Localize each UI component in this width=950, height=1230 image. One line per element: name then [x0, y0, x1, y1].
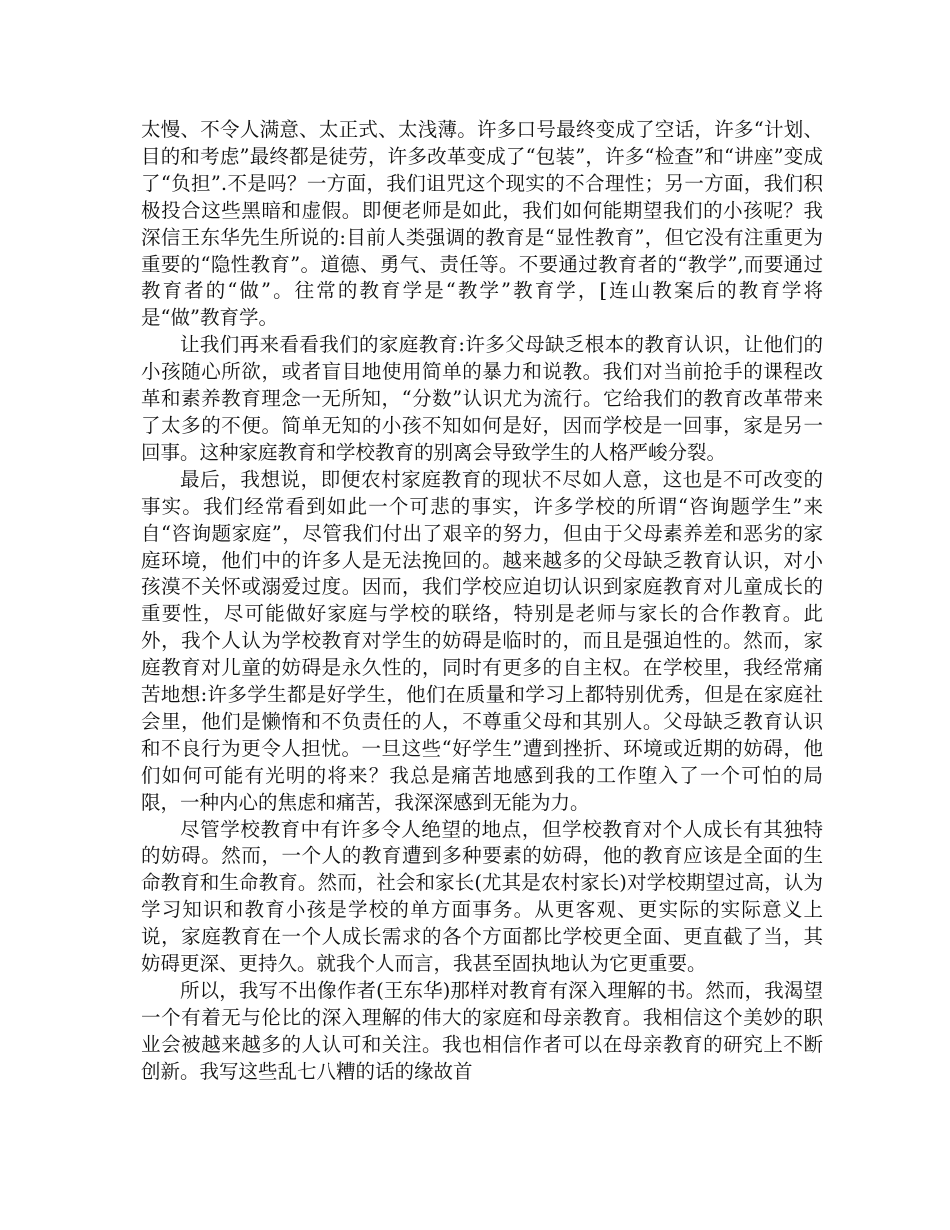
- paragraph-1: 太慢、不令人满意、太正式、太浅薄。许多口号最终变成了空话，许多“计划、目的和考虑”最终都是徒劳，许多改革变成了“包装”，许多“检查”和“讲座”变成了“负担”.不是吗？一方面，我们诅咒这个现实的不合理性；另一方面，我们积极投合这些黑暗和虚假。即便老师是如此，我们如何能期望我们的小孩呢？我深信王东华先生所说的:目前人类强调的教育是“显性教育”，但它没有注重更为重要的“隐性教育”。道德、勇气、责任等。不要通过教育者的“教学”,而要通过教育者的“做”。往常的教育学是“教学”教育学，[连山教案后的教育学将是“做”教育学。: [141, 118, 823, 330]
- paragraph-2: 让我们再来看看我们的家庭教育:许多父母缺乏根本的教育认识，让他们的小孩随心所欲，或者盲目地使用简单的暴力和说教。我们对当前抢手的课程改革和素养教育理念一无所知，“分数”认识尤为流行。它给我们的教育改革带来了太多的不便。简单无知的小孩不知如何是好，因而学校是一回事，家是另一回事。这种家庭教育和学校教育的别离会导致学生的人格严峻分裂。: [141, 333, 823, 464]
- paragraph-4: 尽管学校教育中有许多令人绝望的地点，但学校教育对个人成长有其独特的妨碍。然而，一个人的教育遭到多种要素的妨碍，他的教育应该是全面的生命教育和生命教育。然而，社会和家长(尤其是农村家长)对学校期望过高，认为学习知识和教育小孩是学校的单方面事务。从更客观、更实际的实际意义上说，家庭教育在一个人成长需求的各个方面都比学校更全面、更直截了当，其妨碍更深、更持久。就我个人而言，我甚至固执地认为它更重要。: [141, 817, 823, 976]
- paragraph-5: 所以，我写不出像作者(王东华)那样对教育有深入理解的书。然而，我渴望一个有着无与伦比的深入理解的伟大的家庭和母亲教育。我相信这个美妙的职业会被越来越多的人认可和关注。我也相信作者可以在母亲教育的研究上不断创新。我写这些乱七八糟的话的缘故首: [141, 979, 823, 1083]
- document-body: [141, 117, 823, 1086]
- paragraph-3: 最后，我想说，即便农村家庭教育的现状不尽如人意，这也是不可改变的事实。我们经常看到如此一个可悲的事实，许多学校的所谓“咨询题学生”来自“咨询题家庭”，尽管我们付出了艰辛的努力，但由于父母素养差和恶劣的家庭环境，他们中的许多人是无法挽回的。越来越多的父母缺乏教育认识，对小孩漠不关怀或溺爱过度。因而，我们学校应迫切认识到家庭教育对儿童成长的重要性，尽可能做好家庭与学校的联络，特别是老师与家长的合作教育。此外，我个人认为学校教育对学生的妨碍是临时的，而且是强迫性的。然而，家庭教育对儿童的妨碍是永久性的，同时有更多的自主权。在学校里，我经常痛苦地想:许多学生都是好学生，他们在质量和学习上都特别优秀，但是在家庭社会里，他们是懒惰和不负责任的人，不尊重父母和其别人。父母缺乏教育认识和不良行为更令人担忧。一旦这些“好学生”遭到挫折、环境或近期的妨碍，他们如何可能有光明的将来？我总是痛苦地感到我的工作堕入了一个可怕的局限，一种内心的焦虑和痛苦，我深深感到无能为力。: [141, 467, 823, 814]
